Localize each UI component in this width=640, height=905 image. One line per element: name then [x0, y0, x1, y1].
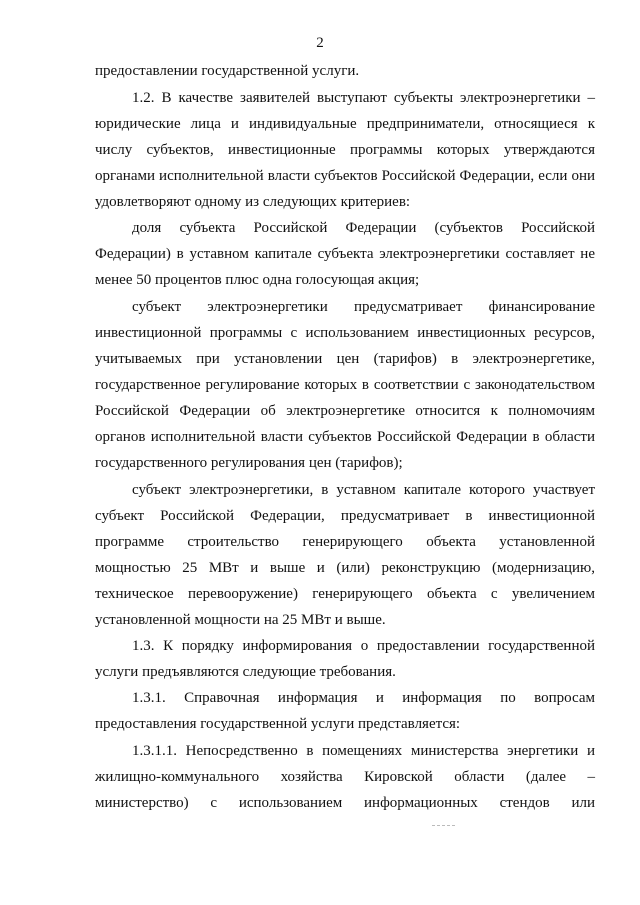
text-line: 1.3.1.1. Непосредственно в помещениях министерства энергетики и	[132, 743, 595, 759]
text-line: 1.3.1. Справочная информация и информация по вопросам	[132, 690, 595, 706]
text-line: субъект электроэнергетики, в уставном капитале которого участвует	[132, 482, 595, 498]
text-line: государственное регулирование которых в соответствии с законодательством	[95, 377, 595, 393]
text-line: техническое перевооружение) генерирующего объекта с увеличением	[95, 586, 595, 602]
text-line: субъект электроэнергетики предусматривает финансирование	[132, 299, 595, 315]
text-line: государственного регулирования цен (тарифов);	[95, 455, 403, 471]
text-line: министерство) с использованием информационных стендов или	[95, 795, 595, 811]
scan-speck-mark	[430, 824, 458, 827]
text-line: услуги предъявляются следующие требования.	[95, 664, 396, 680]
text-line: органов исполнительной власти субъектов Российской Федерации в области	[95, 429, 595, 445]
text-line: программе строительство генерирующего объекта установленной	[95, 534, 595, 550]
text-line: жилищно-коммунального хозяйства Кировской области (далее –	[95, 769, 595, 785]
text-line: предоставлении государственной услуги.	[95, 63, 360, 79]
text-line: юридические лица и индивидуальные предприниматели, относящиеся к	[95, 116, 595, 132]
text-line: предоставления государственной услуги представляется:	[95, 716, 461, 732]
text-line: установленной мощности на 25 МВт и выше.	[95, 612, 386, 628]
text-line: инвестиционной программы с использованием инвестиционных ресурсов,	[95, 325, 595, 341]
scan-speck	[430, 823, 458, 826]
text-line: субъект Российской Федерации, предусматривает в инвестиционной	[95, 508, 595, 524]
text-line: мощностью 25 МВт и выше и (или) реконструкцию (модернизацию,	[95, 560, 595, 576]
text-line: менее 50 процентов плюс одна голосующая акция;	[95, 272, 420, 288]
text-line: 1.2. В качестве заявителей выступают субъекты электроэнергетики –	[132, 90, 595, 106]
text-line: удовлетворяют одному из следующих критериев:	[95, 194, 411, 210]
text-line: Российской Федерации об электроэнергетике относится к полномочиям	[95, 403, 595, 419]
text-line: числу субъектов, инвестиционные программы которых утверждаются	[95, 142, 595, 158]
text-line: доля субъекта Российской Федерации (субъектов Российской	[132, 220, 595, 236]
text-line: Федерации) в уставном капитале субъекта электроэнергетики составляет не	[95, 246, 595, 262]
text-line: органами исполнительной власти субъектов Российской Федерации, если они	[95, 168, 595, 184]
text-line: учитываемых при установлении цен (тарифов) в электроэнергетике,	[95, 351, 595, 367]
text-line: 1.3. К порядку информирования о предоставлении государственной	[132, 638, 595, 654]
page-number: 2	[316, 35, 324, 51]
